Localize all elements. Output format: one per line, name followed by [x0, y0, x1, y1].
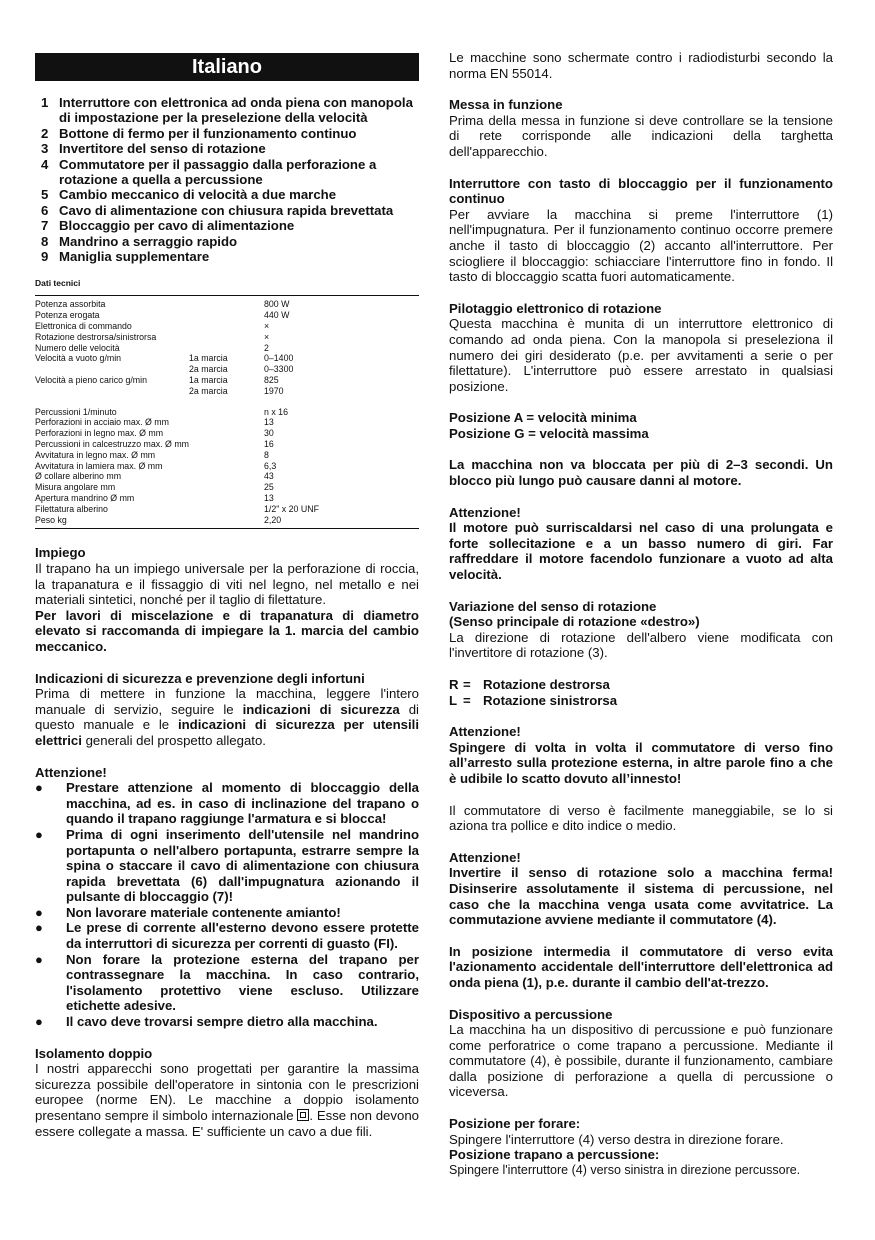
bullet-icon: ●	[35, 826, 43, 842]
text: . Esse non devono essere collegate a massa. E' sufficiente un cavo a due fili.	[35, 1108, 419, 1139]
section-heading: Dispositivo a percussione	[449, 1006, 613, 1022]
spec-label: Perforazioni in legno max. Ø mm	[35, 428, 164, 439]
part-number: 4	[41, 156, 49, 172]
paragraph-bold: Il motore può surriscaldarsi nel caso di una prolungata e forte sollecitazione e a un basso numero di giri. Far raffreddare il motore facendolo funzionare a vuoto ad alta velocità.	[449, 520, 833, 583]
double-insulation-section	[35, 1046, 419, 1140]
part-item	[35, 187, 419, 202]
spec-sub	[189, 504, 264, 515]
section-heading: Messa in funzione	[449, 97, 563, 113]
spec-label: Peso kg	[35, 514, 67, 525]
part-item	[35, 157, 419, 188]
key: L	[449, 692, 458, 708]
warning-bullet	[35, 1014, 419, 1030]
right-column	[449, 50, 833, 1178]
spec-label: Avvitatura in lamiera max. Ø mm	[35, 460, 163, 471]
spec-value: 0–3300	[264, 364, 294, 375]
section-heading: Indicazioni di sicurezza e prevenzione degli infortuni	[35, 670, 365, 686]
spec-value: 2	[264, 342, 269, 353]
spec-label: Potenza erogata	[35, 310, 100, 321]
paragraph-bold: La macchina non va bloccata per più di 2–3 secondi. Un blocco più lungo può causare danni al motore.	[449, 457, 833, 489]
spec-row	[35, 471, 419, 482]
spec-value: 1/2" x 20 UNF	[264, 503, 319, 514]
language-title: Italiano	[35, 53, 419, 81]
section-heading: Interruttore con tasto di bloccaggio per il funzionamento continuo	[449, 175, 833, 207]
spec-sub	[189, 461, 264, 472]
section-heading: Attenzione!	[449, 849, 521, 865]
paragraph	[35, 686, 419, 748]
spec-sub	[189, 471, 264, 482]
spec-row	[35, 450, 419, 461]
spec-label: Potenza assorbita	[35, 299, 106, 310]
bullet-icon: ●	[35, 780, 43, 796]
divider	[35, 528, 419, 529]
section-heading: Attenzione!	[35, 764, 107, 780]
spec-value: 825	[264, 375, 279, 386]
bullet-icon: ●	[35, 904, 43, 920]
part-item	[35, 203, 419, 218]
spec-sub	[189, 493, 264, 504]
part-number: 7	[41, 218, 49, 234]
spec-label: Velocità a vuoto g/min	[35, 353, 122, 364]
spec-label: Percussioni in calcestruzzo max. Ø mm	[35, 439, 189, 450]
spec-row	[35, 375, 419, 386]
double-insulation-icon	[297, 1109, 309, 1121]
part-item	[35, 234, 419, 249]
spec-label: Misura angolare mm	[35, 482, 116, 493]
spec-sub	[189, 397, 264, 418]
bullet-text: Prima di ogni inserimento dell'utensile nel mandrino portapunta o nell'albero portapunta, estrarre sempre la spina o staccare il cavo di alimentazione con chiusura rapida brevettata (6) dall'impugnatura azionando il pulsante di bloccaggio (7)!	[66, 826, 419, 905]
spec-label	[35, 386, 189, 397]
warning-section	[35, 765, 419, 1030]
spec-value: 800 W	[264, 299, 290, 310]
warning-bullet	[35, 780, 419, 827]
bullet-text: Prestare attenzione al momento di bloccaggio della macchina, ad es. in caso di inclinazione del trapano o quando il trapano raggiunge l'armatura e si blocca!	[66, 780, 419, 827]
paragraph	[35, 1061, 419, 1139]
part-number: 5	[41, 187, 49, 203]
spec-label: Filettatura alberino	[35, 503, 108, 514]
spec-label: Ø collare alberino mm	[35, 471, 122, 482]
spec-row	[35, 417, 419, 428]
part-item	[35, 141, 419, 156]
value: Rotazione sinistrorsa	[483, 692, 618, 708]
spec-label: Apertura mandrino Ø mm	[35, 493, 135, 504]
spec-sub	[189, 310, 264, 321]
text-bold: indicazioni di sicurezza per utensili elettrici	[35, 717, 420, 748]
paragraph: La direzione di rotazione dell'albero viene modificata con l'invertitore di rotazione (3).	[449, 629, 833, 661]
part-label: Invertitore del senso di rotazione	[59, 141, 266, 157]
bullet-text: Non forare la protezione esterna del trapano per contrassegnare la macchina. In caso contrario, l'isolamento protettivo viene escluso. Utilizzare etichette adesive.	[66, 951, 419, 1014]
equals: =	[463, 677, 471, 692]
spec-sub	[189, 482, 264, 493]
part-label: Interruttore con elettronica ad onda piena con manopola di impostazione per la preselezione della velocità	[59, 95, 413, 126]
bullet-text: Non lavorare materiale contenente amianto!	[66, 904, 341, 920]
tech-data-table	[35, 299, 419, 525]
paragraph: Questa macchina è munita di un interruttore elettronico di comando ad onda piena. Con la manopola si preseleziona il numero dei giri desiderato (p.e. per avvitamenti a serie o per filettature). L'interruttore può essere arrestato in qualsiasi posizione.	[449, 316, 833, 394]
part-label: Commutatore per il passaggio dalla perforazione a rotazione a quella a percussione	[59, 156, 377, 188]
spec-value: ×	[264, 321, 270, 332]
spec-sub	[189, 515, 264, 526]
warning-bullet	[35, 920, 419, 951]
spec-value: 440 W	[264, 310, 290, 321]
spec-row	[35, 386, 419, 397]
spec-row	[35, 515, 419, 526]
spec-value: n x 16	[264, 406, 288, 417]
spec-row	[35, 321, 419, 332]
section-heading: Impiego	[35, 545, 86, 561]
part-label: Bottone di fermo per il funzionamento continuo	[59, 125, 357, 141]
part-number: 2	[41, 125, 49, 141]
spec-row	[35, 353, 419, 364]
warning-bullet	[35, 827, 419, 905]
safety-section	[35, 671, 419, 749]
section-heading: Variazione del senso di rotazione	[449, 598, 657, 614]
spec-value: 1970	[264, 385, 284, 396]
spec-value: 2,20	[264, 514, 282, 525]
spec-sub	[189, 428, 264, 439]
warning-bullet	[35, 952, 419, 1014]
parts-list	[35, 95, 419, 264]
text: Prima di mettere in funzione la macchina, leggere l'intero manuale di servizio, seguire le	[35, 686, 419, 717]
spec-label: Elettronica di commando	[35, 321, 132, 332]
spec-row	[35, 482, 419, 493]
part-label: Maniglia supplementare	[59, 249, 210, 265]
spec-sub	[189, 439, 264, 450]
part-label: Cavo di alimentazione con chiusura rapida brevettata	[59, 202, 394, 218]
spec-row	[35, 310, 419, 321]
position-a: Posizione A = velocità minima	[449, 410, 637, 426]
position-g: Posizione G = velocità massima	[449, 425, 649, 441]
spec-sub	[189, 417, 264, 428]
impiego-section	[35, 545, 419, 654]
part-label: Bloccaggio per cavo di alimentazione	[59, 218, 295, 234]
tech-data-title: Dati tecnici	[35, 278, 81, 289]
part-label: Mandrino a serraggio rapido	[59, 233, 238, 249]
spec-value: 16	[264, 439, 274, 450]
text: generali del prospetto allegato.	[81, 732, 266, 748]
paragraph: La macchina ha un dispositivo di percussione e può funzionare come perforatrice o come trapano a percussione. Mediante il commutatore (4), è possibile, durante il funzionamento, cambiare dalla posizione di perforazione a quella di percussione o viceversa.	[449, 1022, 833, 1100]
value: Rotazione destrorsa	[483, 677, 610, 692]
paragraph: Il commutatore di verso è facilmente maneggiabile, se lo si aziona tra pollice e dito indice o medio.	[449, 802, 833, 834]
spec-sub	[189, 299, 264, 310]
section-heading: Attenzione!	[449, 504, 521, 520]
left-column	[35, 50, 419, 1139]
spec-row	[35, 428, 419, 439]
rotation-left	[449, 693, 833, 709]
spec-value: 0–1400	[264, 353, 294, 364]
spec-value: 43	[264, 471, 274, 482]
spec-label: Velocità a pieno carico g/min	[35, 375, 147, 386]
spec-row	[35, 332, 419, 343]
spec-sub	[189, 321, 264, 332]
rotation-right	[449, 677, 833, 693]
divider	[35, 295, 419, 296]
part-item	[35, 126, 419, 141]
spec-row	[35, 397, 419, 418]
spec-row	[35, 364, 419, 375]
part-item	[35, 95, 419, 126]
part-item	[35, 218, 419, 233]
spec-value: 25	[264, 482, 274, 493]
paragraph: Le macchine sono schermate contro i radiodisturbi secondo la norma EN 55014.	[449, 50, 833, 81]
bullet-icon: ●	[35, 920, 43, 936]
paragraph: Spingere l'interruttore (4) verso destra in direzione forare.	[449, 1131, 784, 1147]
paragraph: Per avviare la macchina si preme l'interruttore (1) nell'impugnatura. Per il funzionamento continuo occorre premere anche il tasto di bloccaggio (2) accanto all'interruttore. Per sciogliere il bloccaggio: schiacciare l'interruttore fino in fondo. Il tasto di bloccaggio scatta fuori automaticamente.	[449, 206, 833, 285]
paragraph: Spingere l'interruttore (4) verso sinistra in direzione percussore.	[449, 1162, 801, 1177]
section-heading: Posizione per forare:	[449, 1116, 581, 1132]
part-number: 1	[41, 95, 49, 110]
section-heading: Pilotaggio elettronico di rotazione	[449, 300, 662, 316]
part-number: 8	[41, 233, 49, 249]
spec-sub: 2a marcia	[189, 385, 228, 396]
spec-row	[35, 504, 419, 515]
spec-sub	[189, 450, 264, 461]
section-subheading: (Senso principale di rotazione «destro»)	[449, 614, 700, 630]
equals: =	[463, 692, 471, 708]
bullet-icon: ●	[35, 1014, 43, 1030]
text: di questo manuale e le	[35, 701, 419, 733]
text: I nostri apparecchi sono progettati per garantire la massima sicurezza possibile dell'operatore in sintonia con le prescrizioni europee (norme EN). Le macchine a doppio isolamento presentano sempre il simbolo internazionale	[35, 1061, 419, 1123]
spec-label	[35, 364, 189, 375]
spec-sub: 1a marcia	[189, 375, 228, 386]
part-number: 9	[41, 249, 49, 265]
spec-label: Avvitatura in legno max. Ø mm	[35, 449, 156, 460]
part-number: 3	[41, 141, 49, 157]
paragraph: Prima della messa in funzione si deve controllare se la tensione di rete corrisponde alle indicazioni della targhetta dell'apparecchio.	[449, 112, 833, 159]
part-item	[35, 249, 419, 264]
spec-label: Percussioni 1/minuto	[35, 406, 117, 417]
part-number: 6	[41, 202, 49, 218]
paragraph-bold: Per lavori di miscelazione e di trapanatura di diametro elevato si raccomanda di impiegare la 1. marcia del cambio meccanico.	[35, 607, 419, 654]
paragraph-bold: Spingere di volta in volta il commutatore di verso fino all’arresto sulla protezione esterna, in altre parole fino a che è udibile lo scatto dovuto all’innesto!	[449, 739, 833, 786]
spec-value: 6,3	[264, 460, 277, 471]
spec-sub	[189, 343, 264, 354]
spec-label: Rotazione destrorsa/sinistrorsa	[35, 331, 157, 342]
spec-sub: 2a marcia	[189, 364, 228, 375]
spec-row	[35, 299, 419, 310]
bullet-text: Il cavo deve trovarsi sempre dietro alla macchina.	[66, 1014, 378, 1030]
paragraph-bold: Invertire il senso di rotazione solo a macchina ferma! Disinserire assolutamente il sistema di percussione, nel caso che la macchina venga usata come avvitatrice. La commutazione avviene mediante il commutatore (4).	[449, 865, 833, 928]
paragraph-bold: In posizione intermedia il commutatore di verso evita l'azionamento accidentale dell'interruttore dell'elettronica ad onda piena (1), p.e. durante il cambio dell'at-trezzo.	[449, 943, 833, 990]
key: R	[449, 677, 459, 692]
spec-value: 13	[264, 417, 274, 428]
warning-bullets	[35, 780, 419, 1030]
spec-value: 8	[264, 449, 269, 460]
spec-label: Numero delle velocità	[35, 342, 120, 353]
spec-row	[35, 343, 419, 354]
spec-value: 30	[264, 428, 274, 439]
spec-label: Perforazioni in acciaio max. Ø mm	[35, 417, 169, 428]
bullet-icon: ●	[35, 951, 43, 967]
warning-bullet	[35, 905, 419, 921]
spec-row	[35, 439, 419, 450]
section-heading: Attenzione!	[449, 724, 521, 740]
section-heading: Posizione trapano a percussione:	[449, 1147, 660, 1163]
spec-row	[35, 461, 419, 472]
section-heading: Isolamento doppio	[35, 1045, 153, 1061]
bullet-text: Le prese di corrente all'esterno devono essere protette da interruttori di sicurezza per correnti di guasto (FI).	[66, 920, 419, 952]
part-label: Cambio meccanico di velocità a due marche	[59, 187, 337, 203]
text-bold: indicazioni di sicurezza	[242, 701, 400, 717]
spec-row	[35, 493, 419, 504]
spec-sub: 1a marcia	[189, 353, 228, 364]
spec-sub	[189, 332, 264, 343]
spec-value: 13	[264, 493, 274, 504]
spec-value: ×	[264, 331, 270, 342]
paragraph: Il trapano ha un impiego universale per la perforazione di roccia, la trapanatura e il fissaggio di viti nel legno, nel metallo e nei materiali sintetici, nonché per il taglio di filettature.	[35, 561, 419, 608]
